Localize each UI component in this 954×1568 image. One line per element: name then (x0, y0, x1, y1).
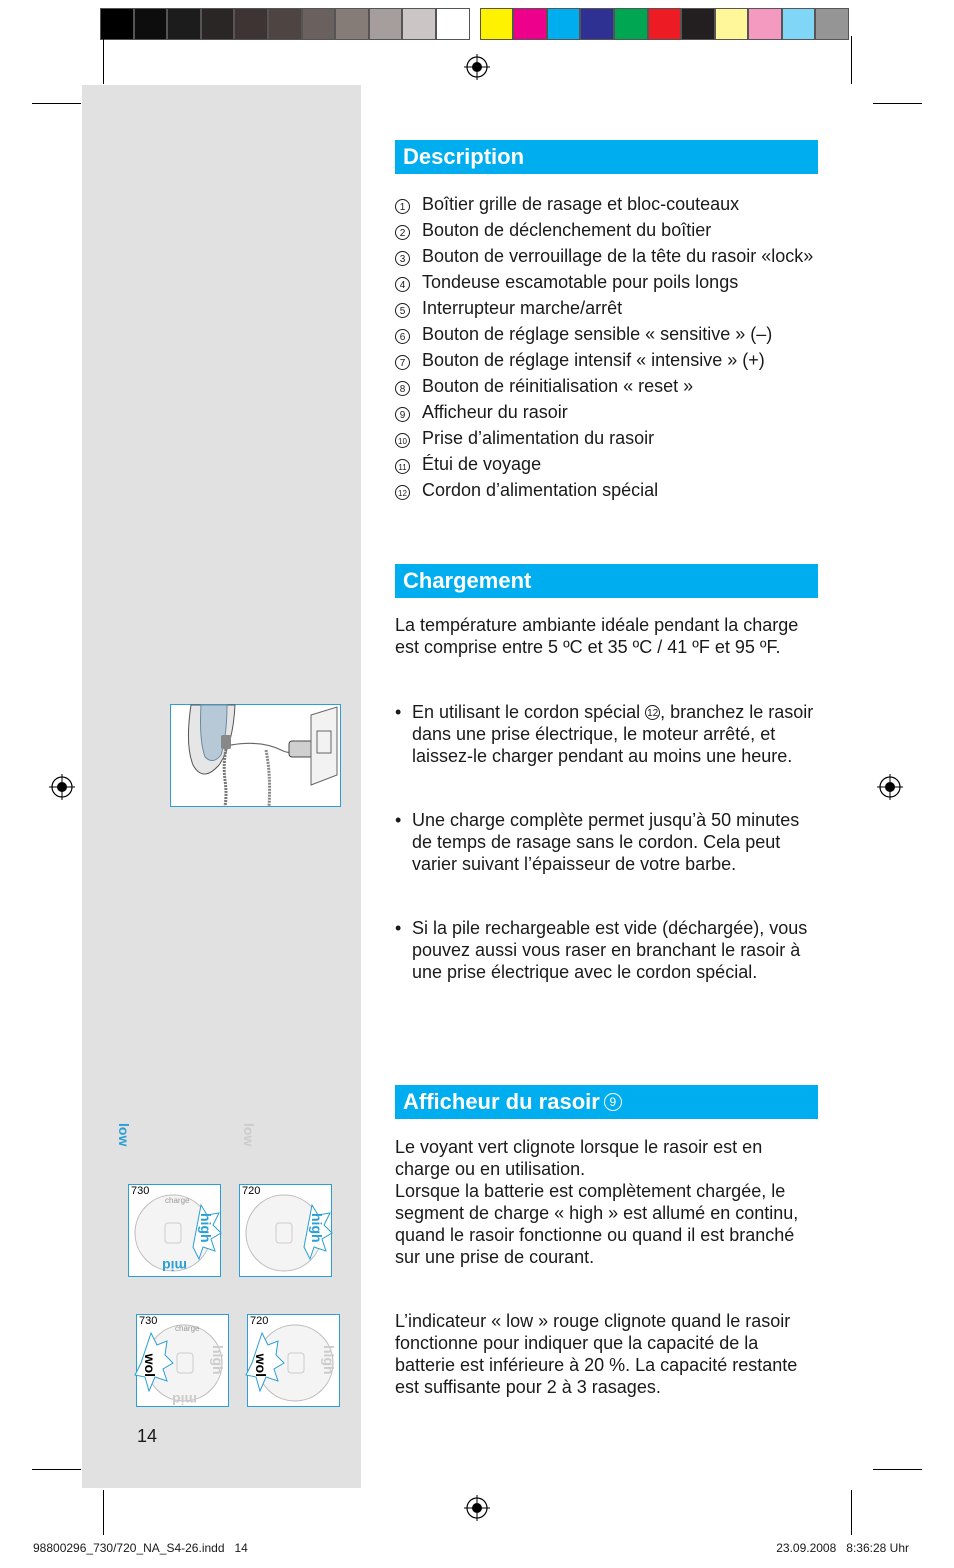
color-swatch-gray-2 (134, 8, 168, 40)
charging-illustration (170, 704, 341, 807)
description-heading: Description (395, 140, 818, 174)
description-item-text: Interrupteur marche/arrêt (422, 298, 623, 318)
color-swatch-gray-6 (268, 8, 302, 40)
color-swatch-gray-9 (369, 8, 403, 40)
item-number-9: 9 (604, 1093, 622, 1111)
description-item-text: Bouton de déclenchement du boîtier (422, 220, 712, 240)
registration-mark-icon (464, 1495, 490, 1521)
color-swatch-gray-10 (402, 8, 436, 40)
item-number-2: 2 (395, 225, 410, 240)
registration-mark-icon (877, 774, 903, 800)
svg-text:mid: mid (162, 1258, 187, 1274)
page-number: 14 (137, 1426, 158, 1446)
svg-text:charge: charge (175, 1324, 200, 1333)
item-number-8: 8 (395, 381, 410, 396)
chargement-bullet-2: • Une charge complète permet jusqu’à 50 minutes de temps de rasage sans le cordon. Cela peut varier suivant l’épaisseur de votre barbe. (395, 810, 800, 874)
svg-text:low: low (142, 1353, 158, 1377)
afficheur-heading: Afficheur du rasoir 9 (395, 1085, 818, 1119)
svg-text:mid: mid (172, 1392, 197, 1408)
description-item-text: Étui de voyage (422, 454, 542, 474)
color-swatch-gray-11 (436, 8, 470, 40)
chargement-bullet-3: • Si la pile rechargeable est vide (déchargée), vous pouvez aussi vous raser en branchant le rasoir à une prise électrique avec le cordon spécial. (395, 918, 808, 982)
svg-text:low: low (253, 1353, 269, 1377)
color-swatch-6 (648, 8, 682, 40)
item-number-10: 10 (395, 433, 410, 448)
footer-timestamp: 23.09.2008 8:36:28 Uhr (776, 1541, 909, 1555)
svg-text:high: high (321, 1345, 337, 1375)
chargement-bullet-1: • En utilisant le cordon spécial 12 , branchez le rasoir dans une prise électrique, le moteur arrêté, et laissez-le charger pendant au moins une heure. (395, 702, 814, 766)
registration-mark-icon (464, 54, 490, 80)
color-swatch-gray-7 (302, 8, 336, 40)
svg-text:high: high (198, 1213, 214, 1243)
display-720-low: 720 low high (247, 1314, 340, 1407)
description-item (395, 426, 825, 452)
description-item (395, 374, 825, 400)
description-item (395, 348, 825, 374)
color-swatch-9 (748, 8, 782, 40)
swatch-gap (470, 8, 480, 40)
svg-text:low: low (116, 1123, 132, 1147)
item-number-1: 1 (395, 199, 410, 214)
description-item (395, 192, 825, 218)
item-number-5: 5 (395, 303, 410, 318)
item-number-11: 11 (395, 459, 410, 474)
registration-mark-icon (49, 774, 75, 800)
description-item-text: Cordon d’alimentation spécial (422, 480, 659, 500)
description-item-text: Bouton de réinitialisation « reset » (422, 376, 694, 396)
item-number-9: 9 (395, 407, 410, 422)
description-item-text: Bouton de réglage sensible « sensitive » (–) (422, 324, 773, 344)
item-number-12: 12 (645, 705, 660, 720)
description-item (395, 452, 825, 478)
item-number-12: 12 (395, 485, 410, 500)
color-swatch-7 (681, 8, 715, 40)
description-item (395, 296, 825, 322)
chargement-heading: Chargement (395, 564, 818, 598)
description-item-text: Tondeuse escamotable pour poils longs (422, 272, 739, 292)
description-item-text: Prise d’alimentation du rasoir (422, 428, 655, 448)
description-item (395, 218, 825, 244)
afficheur-para-1: Le voyant vert clignote lorsque le rasoir est en charge ou en utilisation. (395, 1137, 763, 1179)
color-swatch-gray-4 (201, 8, 235, 40)
color-swatch-10 (782, 8, 816, 40)
color-swatch-5 (614, 8, 648, 40)
display-730-high: 730 charge low mid high (128, 1184, 221, 1277)
color-swatch-11 (815, 8, 849, 40)
chargement-intro: La température ambiante idéale pendant la charge est comprise entre 5 ºC et 35 ºC / 41 ºF et 95 ºF. (395, 615, 799, 657)
item-number-4: 4 (395, 277, 410, 292)
svg-text:high: high (210, 1345, 226, 1375)
svg-text:charge: charge (165, 1196, 190, 1205)
color-swatch-gray-3 (167, 8, 201, 40)
footer-file-info: 98800296_730/720_NA_S4-26.indd 14 (33, 1541, 248, 1555)
description-item-text: Afficheur du rasoir (422, 402, 568, 422)
display-730-low: 730 charge low mid high (136, 1314, 229, 1407)
color-swatch-gray-1 (100, 8, 134, 40)
description-item-text: Boîtier grille de rasage et bloc-couteaux (422, 194, 740, 214)
description-item (395, 478, 825, 504)
description-item (395, 400, 825, 426)
color-swatch-4 (580, 8, 614, 40)
item-number-7: 7 (395, 355, 410, 370)
color-swatch-2 (513, 8, 547, 40)
description-list (395, 192, 825, 504)
afficheur-para-2: Lorsque la batterie est complètement chargée, le segment de charge « high » est allumé en continu, quand le rasoir fonctionne ou quand il est branché sur une prise de courant. (395, 1181, 799, 1267)
afficheur-para-3: L’indicateur « low » rouge clignote quand le rasoir fonctionne pour indiquer que la capacité de la batterie est inférieure à 20 %. La capacité restante est suffisante pour 2 à 3 rasages. (395, 1311, 798, 1397)
color-calibration-bar (100, 8, 849, 40)
color-swatch-gray-5 (234, 8, 268, 40)
color-swatch-gray-8 (335, 8, 369, 40)
shaver-plugged-illustration (171, 705, 340, 806)
display-720-high: 720 low high (239, 1184, 332, 1277)
svg-text:high: high (309, 1213, 325, 1243)
item-number-6: 6 (395, 329, 410, 344)
description-item (395, 322, 825, 348)
description-item-text: Bouton de réglage intensif « intensive » (+) (422, 350, 765, 370)
color-swatch-3 (547, 8, 581, 40)
color-swatch-8 (715, 8, 749, 40)
item-number-3: 3 (395, 251, 410, 266)
color-swatch-1 (480, 8, 514, 40)
description-item (395, 270, 825, 296)
description-item (395, 244, 825, 270)
svg-text:low: low (241, 1123, 257, 1147)
description-item-text: Bouton de verrouillage de la tête du rasoir «lock» (422, 246, 814, 266)
